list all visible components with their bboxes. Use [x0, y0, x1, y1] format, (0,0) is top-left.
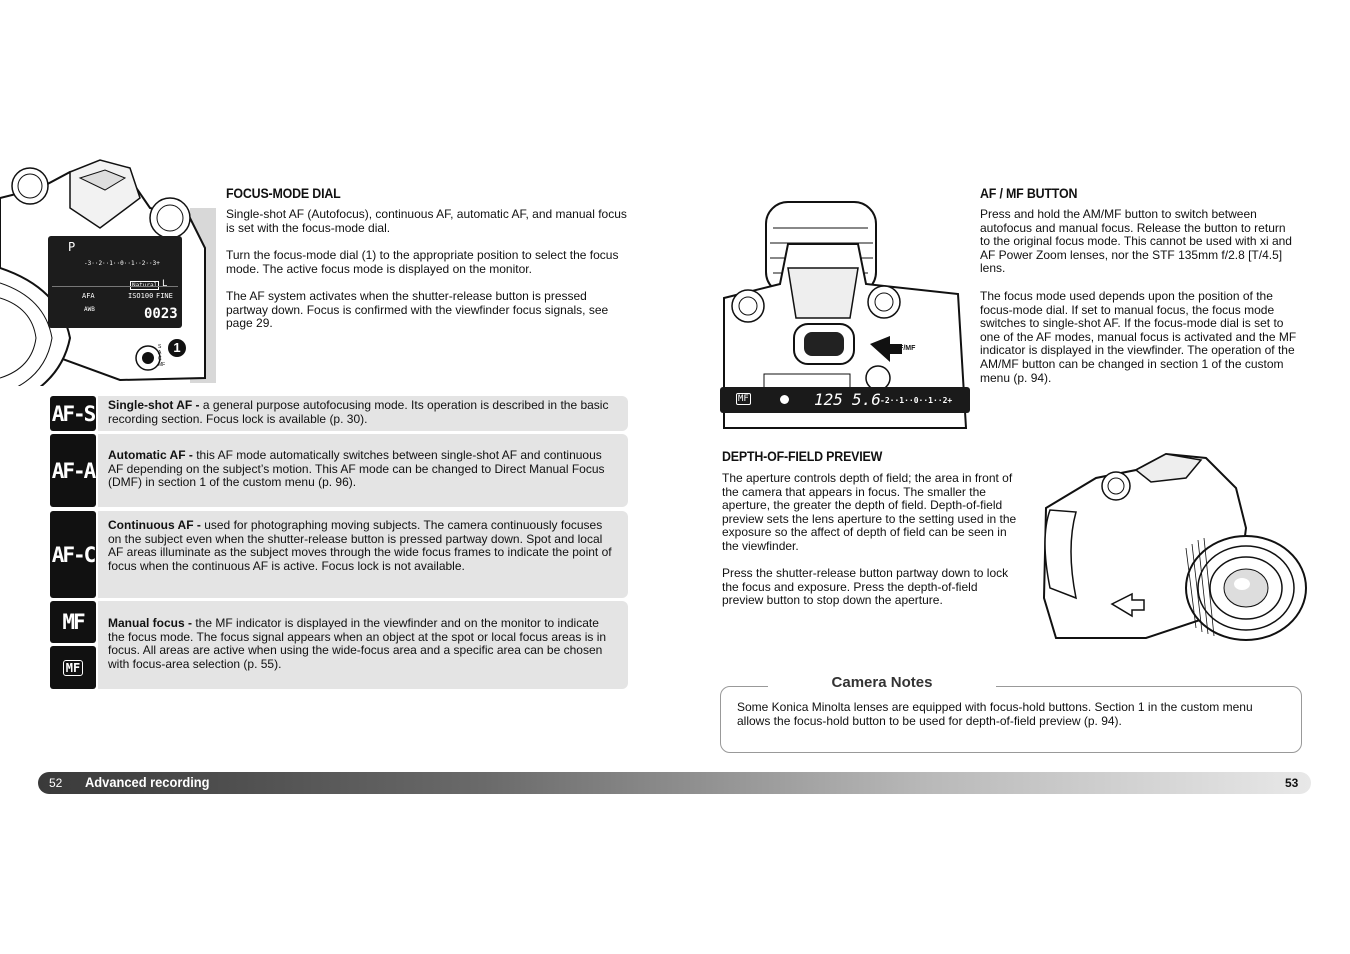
- section-title: Advanced recording: [85, 774, 210, 790]
- focus-mode-paragraph-3: The AF system activates when the shutter-release button is pressed partway down. Focus is confirmed with the viewfinder focus signals, see page 29.: [226, 289, 609, 331]
- monitor-iso-label: ISO100: [128, 292, 154, 300]
- left-page-number: 52: [49, 776, 63, 790]
- af-mf-paragraph-2: The focus mode used depends upon the position of the focus-mode dial. If set to manual focus, the focus mode switches to single-shot AF. If the focus-mode dial is set to one of the AF modes, manual focus is activated and the MF indicator is displayed in the viewfinder. The operation of the AM/MF button can be changed in section 1 of the custom menu (p. 94).: [980, 289, 1297, 385]
- callout-number: 1: [168, 339, 186, 357]
- monitor-af-label: AFA: [82, 292, 95, 300]
- right-page-number: 53: [1285, 776, 1299, 790]
- monitor-frame-count: 0023: [144, 306, 178, 322]
- mf-indicator-label: MF: [63, 660, 83, 676]
- monitor-exposure-scale: -3··2··1··0··1··2··3+: [84, 260, 160, 267]
- mode-description: [98, 396, 628, 431]
- af-a-icon: AF-A: [50, 434, 96, 507]
- camera-notes-title: Camera Notes: [768, 674, 996, 691]
- mode-row-continuous: [50, 511, 628, 598]
- dial-letter: S: [158, 344, 162, 350]
- monitor-wb-label: AWB: [84, 306, 95, 313]
- viewfinder-mf-indicator: MF: [738, 394, 749, 404]
- af-mf-paragraph-1: Press and hold the AM/MF button to switch between autofocus and manual focus. Release the button to return to the original focus mode. This cannot be used with xi and AF Power Zoom lenses, nor the STF 135mm f/2.8 [T/4.5] lens.: [980, 207, 1292, 276]
- af-s-icon: AF-S: [50, 396, 96, 431]
- mode-name: Automatic AF -: [108, 448, 193, 462]
- viewfinder-display: [720, 387, 970, 413]
- af-mf-button-heading: AF / MF BUTTON: [980, 186, 1078, 201]
- af-mf-button-label: AF/MF: [894, 345, 916, 352]
- lcd-monitor: [48, 236, 182, 328]
- monitor-quality-size: L: [162, 279, 168, 289]
- viewfinder-shutter-speed: 125: [814, 390, 843, 409]
- mode-description: [98, 601, 628, 689]
- mode-row-manual: [50, 601, 628, 689]
- camera-top-illustration: [0, 158, 218, 386]
- mf-icon: MF: [50, 601, 96, 643]
- mode-description: [98, 511, 628, 598]
- monitor-divider: [52, 286, 178, 287]
- mode-name: Continuous AF -: [108, 518, 201, 532]
- mode-description: [98, 434, 628, 507]
- monitor-quality: FINE: [156, 292, 173, 300]
- mode-text: this AF mode automatically switches between single-shot AF and continuous AF depending on the subject’s motion. This AF mode can be changed to Direct Manual Focus (DMF) in section 1 of the custom menu (p. 96).: [108, 448, 605, 490]
- viewfinder-aperture: 5.6: [852, 390, 881, 409]
- focus-mode-paragraph-2: Turn the focus-mode dial (1) to the appropriate position to select the focus mode. The active focus mode is displayed on the monitor.: [226, 248, 619, 276]
- mode-row-automatic: [50, 434, 628, 507]
- dial-labels: [158, 344, 165, 368]
- camera-back-illustration: [718, 198, 972, 432]
- dial-letter: MF: [158, 362, 166, 368]
- camera-notes-text: Some Konica Minolta lenses are equipped with focus-hold buttons. Section 1 in the custom menu allows the focus-hold button to be used for depth-of-field preview (p. 94).: [737, 700, 1253, 728]
- mode-name: Single-shot AF -: [108, 398, 200, 412]
- dial-letter: A: [158, 350, 162, 356]
- mode-text: a general purpose autofocusing mode. Its operation is described in the basic recording section. Focus lock is available (p. 30).: [108, 398, 609, 426]
- mode-row-single-shot: [50, 396, 628, 431]
- footer-bar: [38, 772, 1311, 794]
- depth-of-field-heading: DEPTH-OF-FIELD PREVIEW: [722, 449, 883, 464]
- viewfinder-exposure-scale: -2··1··0··1··2+: [880, 396, 953, 405]
- dof-paragraph-1: The aperture controls depth of field; the area in front of the camera that appears in focus. The smaller the aperture, the greater the depth of field. Depth-of-field preview sets the lens aperture to the setting used in the exposure so the affect of depth of field can be seen in the viewfinder.: [722, 471, 1017, 553]
- af-c-icon: AF-C: [50, 511, 96, 598]
- focus-signal-dot: [780, 395, 789, 404]
- monitor-mode-letter: P: [68, 240, 76, 254]
- mode-text: the MF indicator is displayed in the viewfinder and on the monitor to indicate the focus mode. The focus signal appears when an object at the spot or local focus areas is in focus. All areas are active when using the wide-focus area and a specific area can be chosen with focus-area selection (p. 55).: [108, 616, 607, 671]
- mode-text: used for photographing moving subjects. The camera continuously focuses on the subject even when the shutter-release button is pressed partway down. Spot and local AF areas illuminate as the subject moves through the wide focus frames to indicate the point of focus when the continuous AF is active. Focus lock is not available.: [108, 518, 612, 573]
- focus-mode-paragraph-1: Single-shot AF (Autofocus), continuous AF, automatic AF, and manual focus is set with the focus-mode dial.: [226, 207, 627, 235]
- camera-front-illustration: [1036, 448, 1308, 642]
- mf-indicator-icon: [50, 646, 96, 689]
- dof-paragraph-2: Press the shutter-release button partway down to lock the focus and exposure. Press the depth-of-field preview button to stop down the aperture.: [722, 566, 1009, 608]
- dial-letter: C: [158, 356, 162, 362]
- focus-mode-dial-heading: FOCUS-MODE DIAL: [226, 186, 341, 201]
- mode-name: Manual focus -: [108, 616, 193, 630]
- monitor-natural-label: Natural: [132, 282, 158, 289]
